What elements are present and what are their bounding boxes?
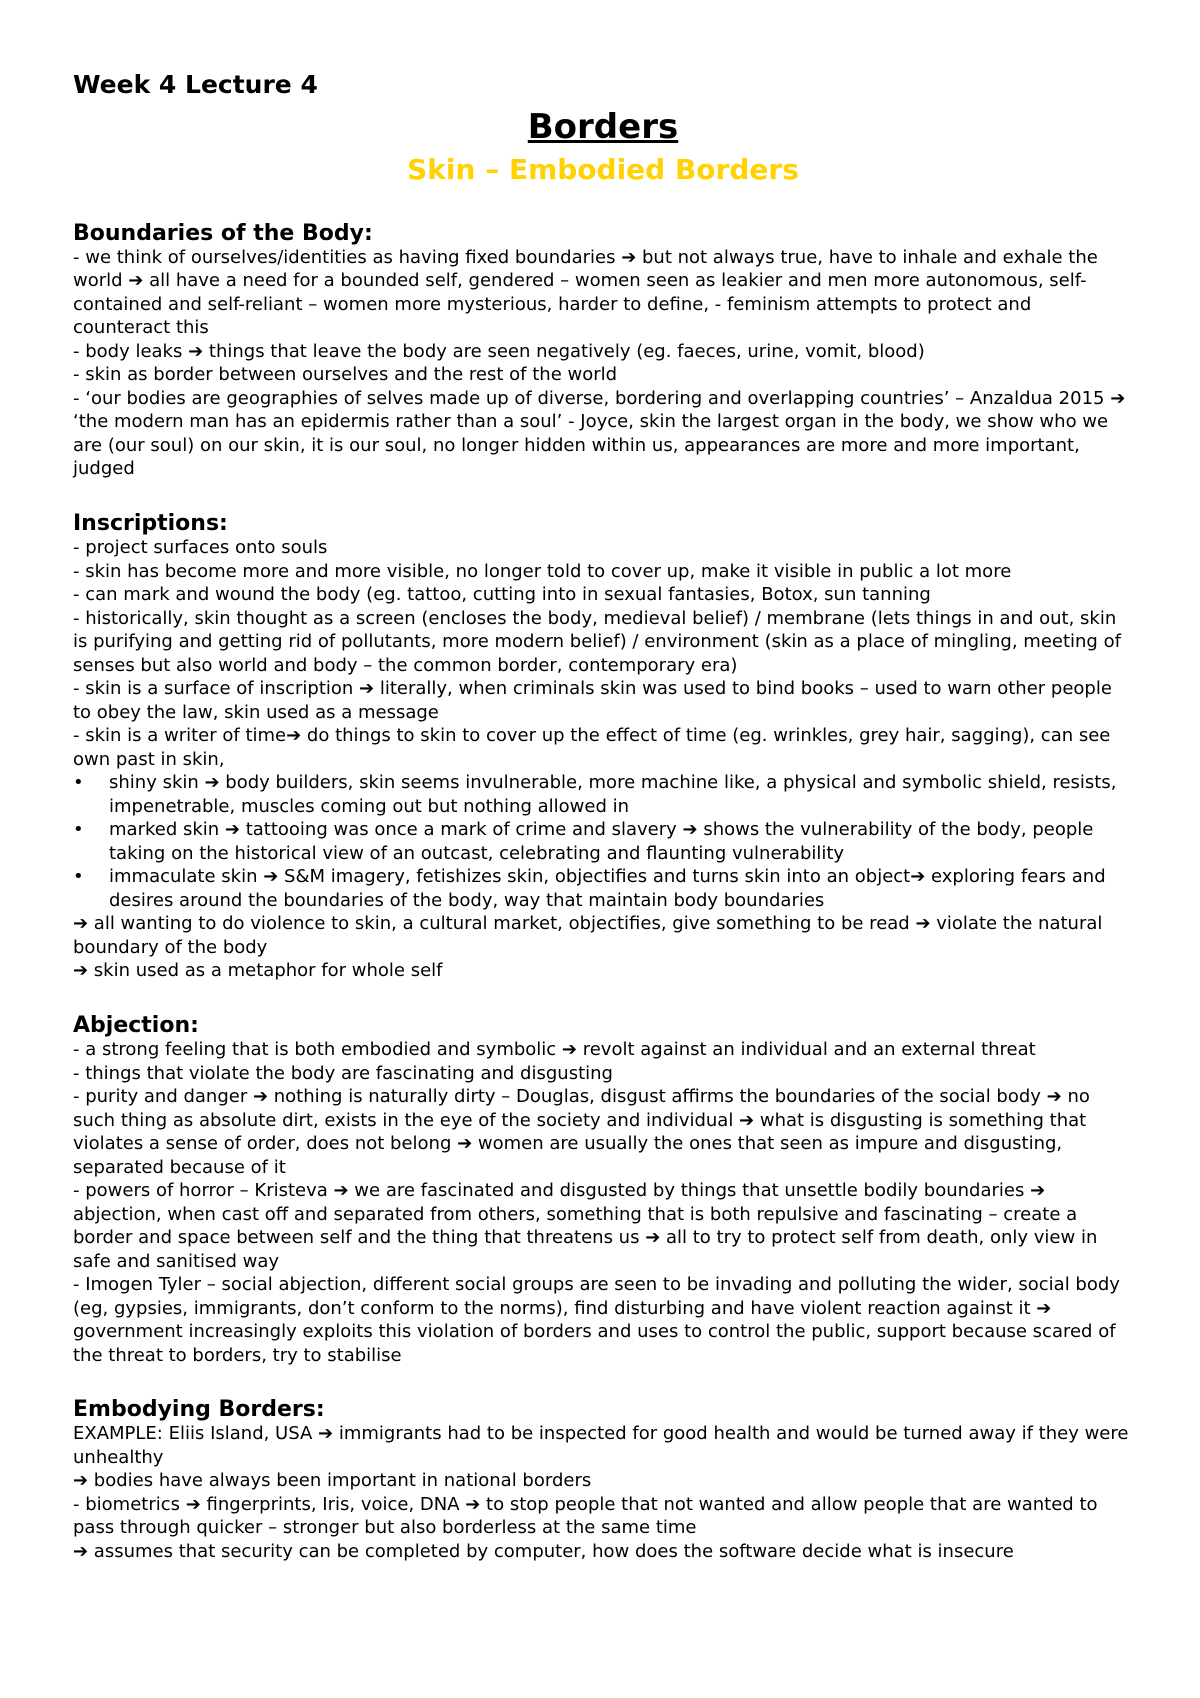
section-embodying-borders: [73, 1397, 1133, 1563]
paragraph: - skin has become more and more visible, no longer told to cover up, make it visible in public a lot more: [73, 560, 1012, 582]
paragraph: - a strong feeling that is both embodied and symbolic ➔ revolt against an individual and an external threat: [73, 1039, 1036, 1061]
section-inscriptions: [73, 511, 1133, 983]
paragraph: - we think of ourselves/identities as having fixed boundaries ➔ but not always true, have to inhale and exhale the world ➔ all have a need for a bounded self, gendered – women seen as leakier and men more autonomous, self-contained and self-reliant – women more mysterious, harder to define, - feminism attempts to protect and counteract this: [73, 246, 1098, 339]
paragraph: - things that violate the body are fascinating and disgusting: [73, 1062, 613, 1084]
paragraph: ➔ skin used as a metaphor for whole self: [73, 960, 443, 982]
lecture-label: Week 4 Lecture 4: [73, 70, 318, 99]
page-subtitle: Skin – Embodied Borders: [407, 153, 799, 187]
section-heading: Inscriptions:: [73, 510, 228, 536]
paragraph: EXAMPLE: Eliis Island, USA ➔ immigrants had to be inspected for good health and would be turned away if they were unhealthy: [73, 1423, 1129, 1468]
section-boundaries-of-the-body: [73, 221, 1133, 481]
paragraph: ➔ all wanting to do violence to skin, a cultural market, objectifies, give something to be read ➔ violate the natural boundary of the body: [73, 913, 1103, 958]
paragraph: - biometrics ➔ fingerprints, Iris, voice, DNA ➔ to stop people that not wanted and allow people that are wanted to pass through quicker – stronger but also borderless at the same time: [73, 1493, 1098, 1539]
list-item: • marked skin ➔ tattooing was once a mark of crime and slavery ➔ shows the vulnerability of the body, people taking on the historical view of an outcast, celebrating and flaunting vulnerability: [73, 818, 1133, 865]
paragraph: ➔ assumes that security can be completed by computer, how does the software decide what is insecure: [73, 1540, 1014, 1562]
document-page: [73, 70, 1133, 1563]
paragraph: - skin is a surface of inscription ➔ literally, when criminals skin was used to bind books – used to warn other people to obey the law, skin used as a message: [73, 678, 1112, 723]
paragraph: - historically, skin thought as a screen (encloses the body, medieval belief) / membrane (lets things in and out, skin is purifying and getting rid of pollutants, more modern belief) / environment (skin as a place of mingling, meeting of senses but also world and body – the common border, contemporary era): [73, 607, 1121, 676]
section-heading: Embodying Borders:: [73, 1397, 325, 1423]
section-abjection: [73, 1013, 1133, 1367]
paragraph: - powers of horror – Kristeva ➔ we are fascinated and disgusted by things that unsettle bodily boundaries ➔ abjection, when cast off and separated from others, something that is both repulsive and fascinating – create a border and space between self and the thing that threatens us ➔ all to try to protect self from death, only view in safe and sanitised way: [73, 1180, 1098, 1272]
paragraph: - project surfaces onto souls: [73, 537, 328, 559]
section-heading: Boundaries of the Body:: [73, 220, 373, 246]
paragraph: - skin as border between ourselves and the rest of the world: [73, 364, 618, 386]
page-title: Borders: [527, 107, 679, 147]
section-heading: Abjection:: [73, 1012, 199, 1038]
bullet-list: [73, 771, 1133, 912]
paragraph: - Imogen Tyler – social abjection, different social groups are seen to be invading and polluting the wider, social body (eg, gypsies, immigrants, don’t conform to the norms), find disturbing and have violent reaction against it ➔ government increasingly exploits this violation of borders and uses to control the public, support because scared of the threat to borders, try to stabilise: [73, 1274, 1120, 1366]
paragraph: ➔ bodies have always been important in national borders: [73, 1470, 592, 1492]
paragraph: - body leaks ➔ things that leave the body are seen negatively (eg. faeces, urine, vomit, blood): [73, 340, 925, 362]
paragraph: - purity and danger ➔ nothing is naturally dirty – Douglas, disgust affirms the boundaries of the social body ➔ no such thing as absolute dirt, exists in the eye of the society and individual ➔ what is disgusting is something that violates a sense of order, does not belong ➔ women are usually the ones that seen as impure and disgusting, separated because of it: [73, 1086, 1090, 1178]
paragraph: - can mark and wound the body (eg. tattoo, cutting into in sexual fantasies, Botox, sun tanning: [73, 584, 931, 606]
paragraph: - skin is a writer of time➔ do things to skin to cover up the effect of time (eg. wrinkles, grey hair, sagging), can see own past in skin,: [73, 725, 1111, 770]
paragraph: - ‘our bodies are geographies of selves made up of diverse, bordering and overlapping countries’ – Anzaldua 2015 ➔ ‘the modern man has an epidermis rather than a soul’ - Joyce, skin the largest organ in the body, we show who we are (our soul) on our skin, it is our soul, no longer hidden within us, appearances are more and more important, judged: [73, 387, 1126, 480]
list-item: • immaculate skin ➔ S&M imagery, fetishizes skin, objectifies and turns skin into an object➔ exploring fears and desires around the boundaries of the body, way that maintain body boundaries: [73, 865, 1133, 912]
list-item: • shiny skin ➔ body builders, skin seems invulnerable, more machine like, a physical and symbolic shield, resists, impenetrable, muscles coming out but nothing allowed in: [73, 771, 1133, 818]
